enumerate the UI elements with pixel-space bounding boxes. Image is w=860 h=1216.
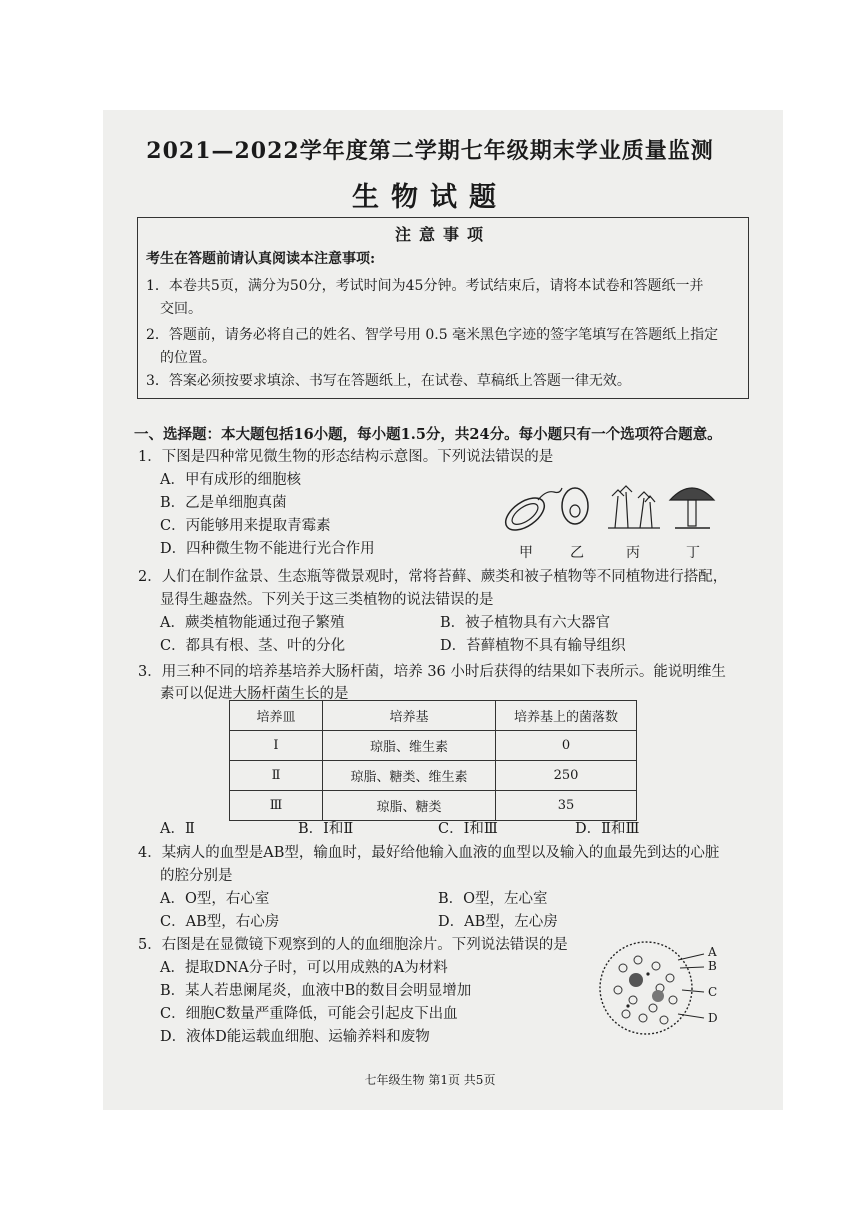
table-cell: 琼脂、维生素 — [323, 731, 496, 761]
notice-title: 注意事项 — [394, 225, 491, 244]
mushroom-illustration — [670, 488, 714, 528]
penicillium-illustration — [608, 486, 660, 528]
table-header-cell: 培养基 — [323, 701, 496, 731]
bacterium-illustration — [500, 488, 562, 536]
q3-option-d: D．Ⅱ和Ⅲ — [575, 821, 640, 837]
section-heading: 一、选择题：本大题包括16小题，每小题1.5分，共24分。每小题只有一个选项符合题意。 — [134, 426, 722, 443]
exam-title: 2021—2022学年度第二学期七年级期末学业质量监测 — [146, 138, 714, 164]
exam-subtitle: 生物试题 — [352, 182, 508, 213]
notice-item-1-cont: 交回。 — [160, 301, 202, 317]
q4-stem-cont: 的腔分别是 — [160, 868, 233, 884]
table-cell: 琼脂、糖类 — [323, 791, 496, 821]
q5-option-b: B．某人若患阑尾炎，血液中B的数目会明显增加 — [160, 983, 472, 999]
table-row — [230, 761, 637, 791]
q2-stem-cont: 显得生趣盎然。下列关于这三类植物的说法错误的是 — [160, 592, 494, 608]
q1-label-yi: 乙 — [570, 545, 584, 561]
q1-label-ding: 丁 — [686, 545, 700, 561]
q5-label-d: D — [708, 1011, 718, 1025]
culture-table — [229, 700, 637, 821]
q1-option-b: B．乙是单细胞真菌 — [160, 495, 287, 511]
notice-item-1: 1．本卷共5页，满分为50分，考试时间为45分钟。考试结束后，请将本试卷和答题纸一并 — [146, 278, 704, 294]
q5-option-c: C．细胞C数量严重降低，可能会引起皮下出血 — [160, 1006, 458, 1022]
table-cell: 琼脂、糖类、维生素 — [323, 761, 496, 791]
notice-item-3: 3．答案必须按要求填涂、书写在答题纸上，在试卷、草稿纸上答题一律无效。 — [146, 373, 631, 389]
table-row — [230, 791, 637, 821]
q5-stem: 5．右图是在显微镜下观察到的人的血细胞涂片。下列说法错误的是 — [138, 937, 568, 953]
q5-label-b: B — [708, 959, 717, 973]
q3-option-c: C．Ⅰ和Ⅲ — [438, 821, 498, 837]
q1-option-d: D．四种微生物不能进行光合作用 — [160, 541, 375, 557]
notice-item-2: 2．答题前，请务必将自己的姓名、智学号用 0.5 毫米黑色字迹的签字笔填写在答题纸上指定 — [146, 327, 719, 343]
table-cell: 0 — [496, 731, 637, 761]
blood-smear-figure — [598, 938, 720, 1038]
q3-stem-cont: 素可以促进大肠杆菌生长的是 — [160, 686, 349, 702]
table-header-row — [230, 701, 637, 731]
table-cell: 35 — [496, 791, 637, 821]
q4-option-c: C．AB型，右心房 — [160, 914, 280, 930]
q1-option-c: C．丙能够用来提取青霉素 — [160, 518, 331, 534]
q3-option-b: B．Ⅰ和Ⅱ — [298, 821, 354, 837]
q5-option-a: A．提取DNA分子时，可以用成熟的A为材料 — [160, 960, 448, 976]
q4-stem: 4．某病人的血型是AB型，输血时，最好给他输入血液的血型以及输入的血最先到达的心脏 — [138, 845, 720, 861]
q2-option-c: C．都具有根、茎、叶的分化 — [160, 638, 346, 654]
q1-option-a: A．甲有成形的细胞核 — [160, 472, 301, 488]
table-cell: Ⅰ — [230, 731, 323, 761]
q4-option-b: B．O型，左心室 — [438, 891, 548, 907]
table-cell: Ⅲ — [230, 791, 323, 821]
notice-item-2-cont: 的位置。 — [160, 350, 216, 366]
yeast-illustration — [562, 488, 588, 524]
q1-label-bing: 丙 — [626, 545, 640, 561]
page-footer: 七年级生物 第1页 共5页 — [364, 1073, 496, 1087]
table-header-cell: 培养基上的菌落数 — [496, 701, 637, 731]
q2-option-d: D．苔藓植物不具有输导组织 — [440, 638, 626, 654]
q2-stem: 2．人们在制作盆景、生态瓶等微景观时，常将苔藓、蕨类和被子植物等不同植物进行搭配， — [138, 569, 728, 585]
q3-option-a: A．Ⅱ — [160, 821, 195, 837]
notice-intro: 考生在答题前请认真阅读本注意事项: — [146, 251, 376, 267]
q2-option-a: A．蕨类植物能通过孢子繁殖 — [160, 615, 345, 631]
q1-label-jia: 甲 — [519, 545, 533, 561]
notice-box — [137, 217, 749, 399]
q4-option-d: D．AB型，左心房 — [438, 914, 558, 930]
table-cell: Ⅱ — [230, 761, 323, 791]
microbe-figure — [500, 478, 720, 540]
q1-stem: 1．下图是四种常见微生物的形态结构示意图。下列说法错误的是 — [138, 449, 554, 465]
q4-option-a: A．O型，右心室 — [160, 891, 270, 907]
q3-stem: 3．用三种不同的培养基培养大肠杆菌，培养 36 小时后获得的结果如下表所示。能说明维生 — [138, 664, 726, 680]
q2-option-b: B．被子植物具有六大器官 — [440, 615, 611, 631]
table-header-cell: 培养皿 — [230, 701, 323, 731]
table-cell: 250 — [496, 761, 637, 791]
q5-label-c: C — [708, 985, 718, 999]
q5-option-d: D．液体D能运载血细胞、运输养料和废物 — [160, 1029, 430, 1045]
table-row — [230, 731, 637, 761]
q5-label-a: A — [708, 945, 717, 959]
